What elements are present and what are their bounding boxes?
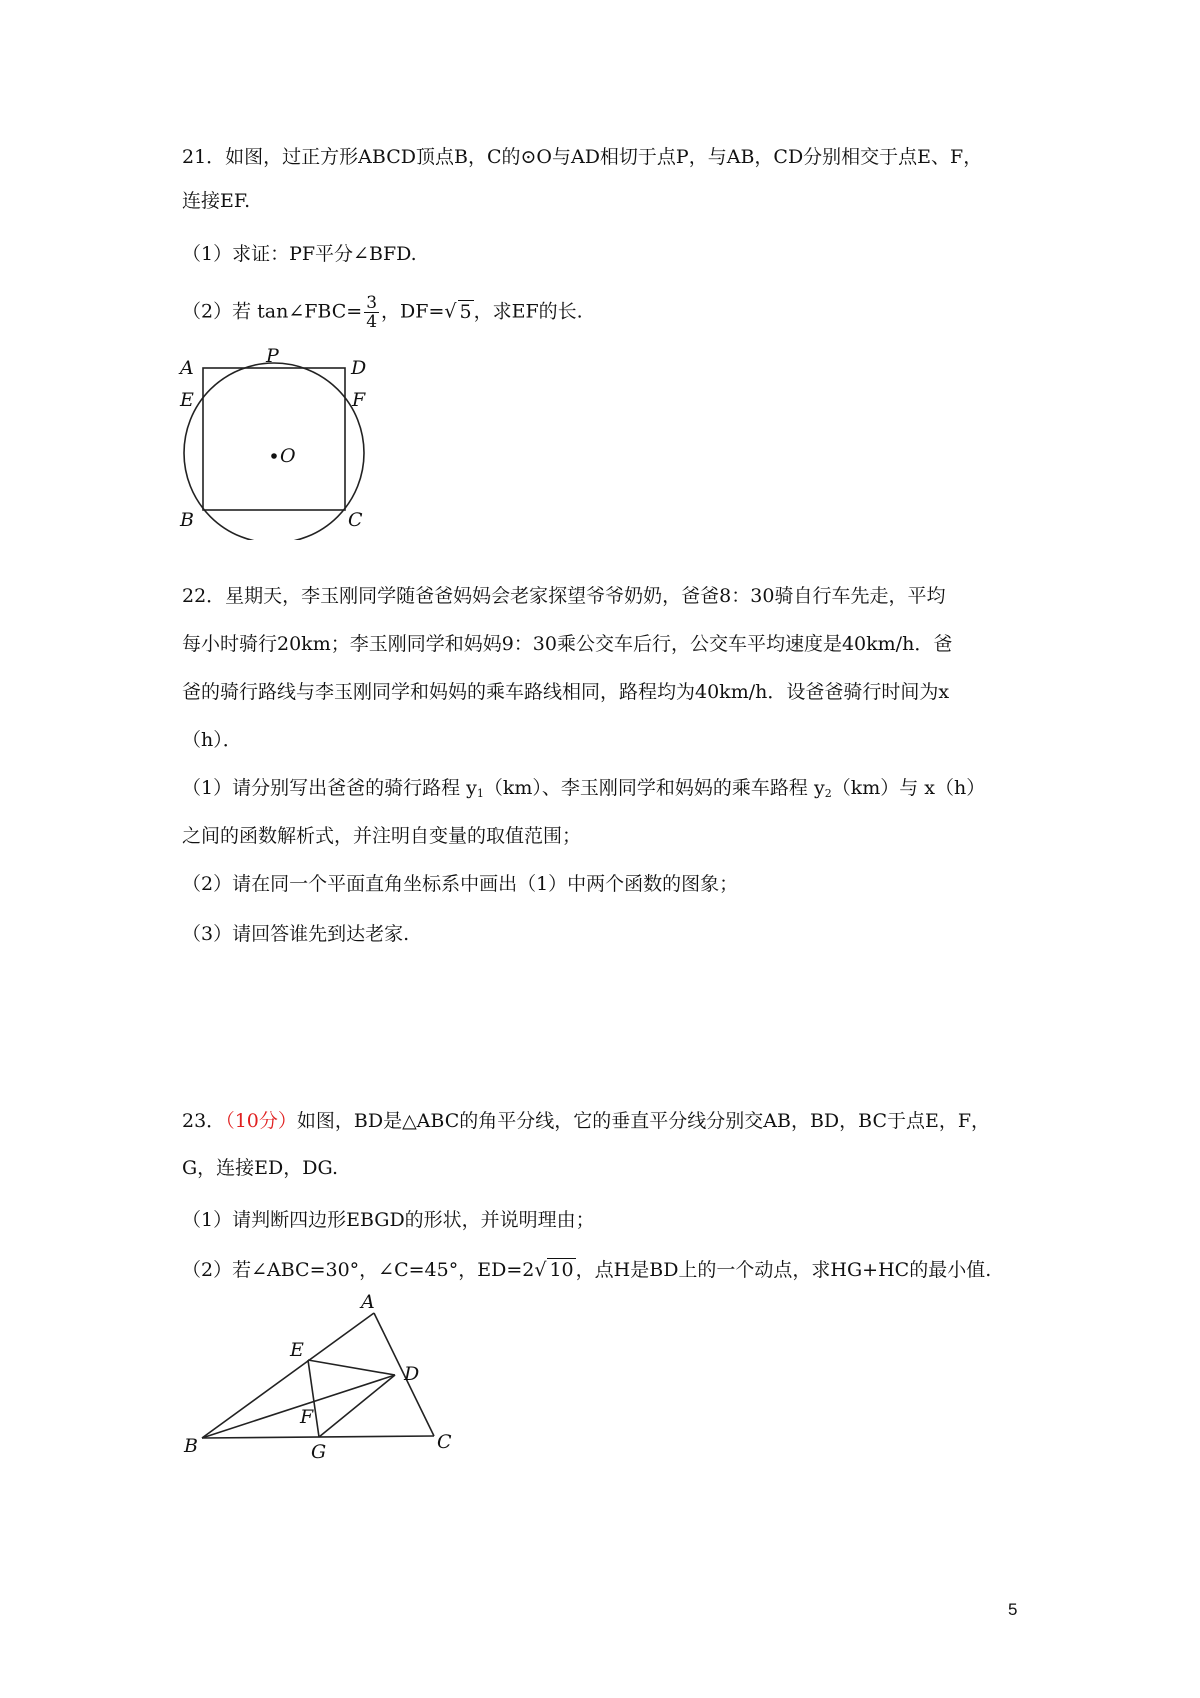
q21-line1: 21．如图，过正方形ABCD顶点B，C的⊙O与AD相切于点P，与AB，CD分别相交于点E、F，	[182, 146, 983, 168]
q23-line1	[182, 1108, 990, 1134]
subscript-1: 1	[476, 787, 484, 800]
q22-part1	[182, 775, 985, 807]
center-point	[271, 453, 277, 459]
q22-part2: （2）请在同一个平面直角坐标系中画出（1）中两个函数的图象；	[182, 873, 739, 895]
label-e: E	[180, 389, 194, 411]
segment-ed	[308, 1360, 395, 1375]
label-p: P	[266, 345, 279, 367]
q21-figure	[176, 340, 381, 540]
q22-line1: 22．星期天，李玉刚同学随爸爸妈妈会老家探望爷爷奶奶，爸爸8：30骑自行车先走，平均	[182, 585, 946, 607]
q23-part2-a: （2）若∠ABC=30°，∠C=45°，ED=2	[182, 1259, 535, 1281]
q23-line2: G，连接ED，DG.	[182, 1157, 339, 1179]
q21-part2: （2）若 tan∠FBC= $\frac{3}{4}$ ，DF=√ 5 ，求EF的长.	[182, 293, 583, 332]
q22-line2: 每小时骑行20km；李玉刚同学和妈妈9：30乘公交车后行，公交车平均速度是40km/h．爸	[182, 633, 953, 655]
q21-part2-b: ，DF=	[381, 300, 445, 323]
q22-line3: 爸的骑行路线与李玉刚同学和妈妈的乘车路线相同，路程均为40km/h．设爸爸骑行时间为x	[182, 681, 950, 703]
label-b: B	[180, 509, 194, 531]
circle-o	[184, 363, 364, 540]
q22-part1-c: （km）与 x（h）	[831, 777, 986, 799]
segment-dg	[319, 1375, 395, 1437]
q22-part1-b: （km）、李玉刚同学和妈妈的乘车路程 y	[483, 777, 825, 799]
q22-part1-a: （1）请分别写出爸爸的骑行路程 y	[182, 777, 477, 799]
label-c: C	[348, 509, 363, 531]
sqrt-radicand: 5	[459, 300, 472, 323]
fraction-denominator: 4	[366, 312, 378, 332]
q23-part2-b: ，点H是BD上的一个动点，求HG+HC的最小值.	[575, 1259, 992, 1281]
page-number: 5	[1008, 1600, 1018, 1619]
segment-bc	[202, 1436, 434, 1438]
label-g: G	[311, 1441, 327, 1460]
q21-part2-a: （2）若 tan∠FBC=	[182, 300, 363, 323]
label-b: B	[184, 1435, 198, 1457]
fraction-numerator: 3	[366, 293, 378, 313]
q23-part2: （2）若∠ABC=30°，∠C=45°，ED=2√ 10 ，点H是BD上的一个动点，求HG+HC的最小值.	[182, 1259, 992, 1281]
q21-part2-c: ，求EF的长.	[473, 300, 583, 323]
label-c: C	[437, 1431, 452, 1453]
segment-bd	[202, 1375, 395, 1438]
q23-figure	[180, 1280, 455, 1460]
label-a: A	[180, 357, 194, 379]
label-d: D	[351, 357, 367, 379]
q23-score: （10分）	[225, 1110, 297, 1132]
label-d: D	[404, 1363, 420, 1385]
q21-part1: （1）求证：PF平分∠BFD.	[182, 243, 417, 265]
q23-part1: （1）请判断四边形EBGD的形状，并说明理由；	[182, 1209, 595, 1231]
label-o: O	[280, 445, 296, 467]
square-abcd	[203, 368, 345, 510]
q22-part1-line2: 之间的函数解析式，并注明自变量的取值范围；	[182, 825, 582, 847]
subscript-2: 2	[824, 787, 832, 800]
label-f: F	[300, 1406, 314, 1428]
label-f: F	[352, 389, 366, 411]
q23-number: 23．	[182, 1110, 226, 1132]
q21-line2: 连接EF.	[182, 190, 251, 212]
q23-line1-rest: 如图，BD是△ABC的角平分线，它的垂直平分线分别交AB，BD，BC于点E，F，	[296, 1110, 991, 1132]
label-e: E	[290, 1339, 304, 1361]
q22-part3: （3）请回答谁先到达老家.	[182, 923, 410, 945]
q22-line4: （h）．	[182, 729, 242, 751]
sqrt-radicand: 10	[549, 1259, 574, 1281]
fraction	[364, 294, 379, 331]
segment-ab	[202, 1313, 374, 1438]
label-a: A	[361, 1291, 375, 1313]
